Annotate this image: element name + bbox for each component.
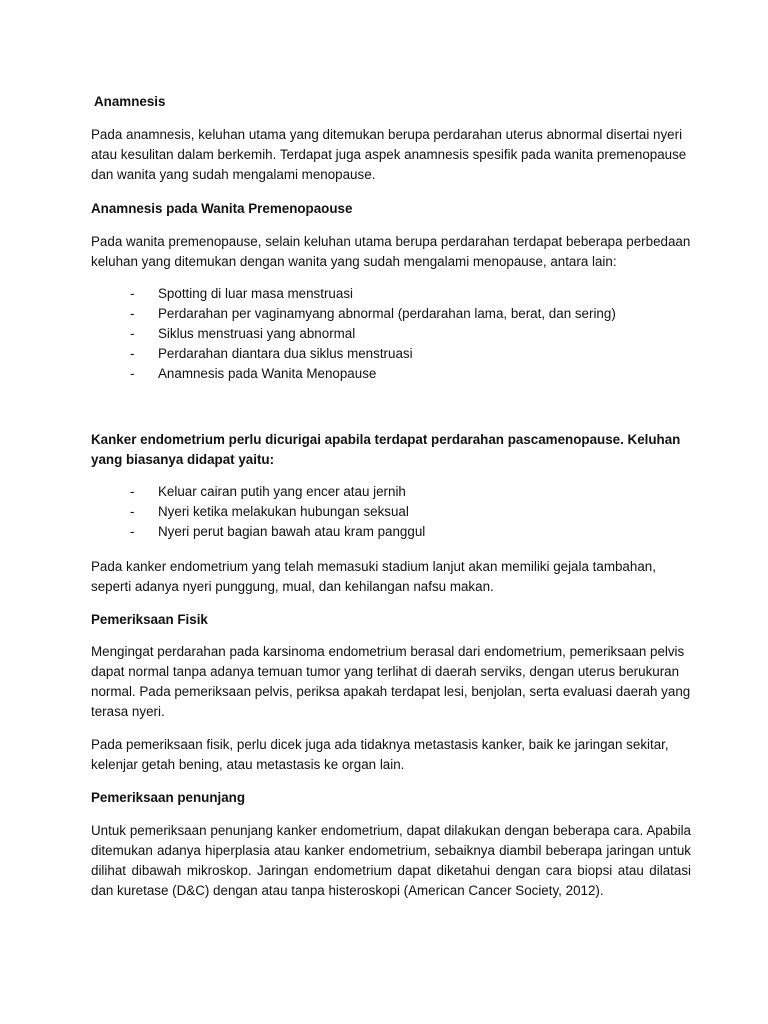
dash-marker: - [130, 504, 135, 519]
heading-pemeriksaan-penunjang: Pemeriksaan penunjang [91, 790, 246, 805]
list-item [130, 304, 690, 324]
list-item-text: Perdarahan diantara dua siklus menstruasi [158, 346, 413, 361]
dash-marker: - [130, 306, 135, 321]
list-item-text: Siklus menstruasi yang abnormal [158, 326, 356, 341]
paragraph-advanced-stage: Pada kanker endometrium yang telah memasuki stadium lanjut akan memiliki gejala tambahan, seperti adanya nyeri punggung, mual, dan kehilangan nafsu makan. [91, 559, 656, 594]
paragraph-metastasis: Pada pemeriksaan fisik, perlu dicek juga ada tidaknya metastasis kanker, baik ke jaringan sekitar, kelenjar getah bening, atau metastasis ke organ lain. [91, 737, 669, 772]
list-premenopause-symptoms [130, 284, 690, 384]
list-item [130, 344, 690, 364]
heading-pemeriksaan-fisik: Pemeriksaan Fisik [91, 612, 208, 627]
list-item [130, 522, 690, 542]
list-item [130, 364, 690, 384]
dash-marker: - [130, 524, 135, 539]
paragraph-premenopause: Pada wanita premenopause, selain keluhan utama berupa perdarahan terdapat beberapa perbedaan keluhan yang ditemukan dengan wanita yang sudah mengalami menopause, antara lain: [91, 234, 691, 269]
dash-marker: - [130, 484, 135, 499]
paragraph-pelvic-exam: Mengingat perdarahan pada karsinoma endometrium berasal dari endometrium, pemeriksaan pelvis dapat normal tanpa adanya temuan tumor yang terlihat di daerah serviks, dengan uterus berukuran normal. Pada pemeriksaan pelvis, periksa apakah terdapat lesi, benjolan, serta evaluasi daerah yang terasa nyeri. [91, 644, 691, 719]
list-item-text: Spotting di luar masa menstruasi [158, 286, 354, 301]
list-postmenopause-symptoms [130, 482, 690, 542]
paragraph-anamnesis-intro: Pada anamnesis, keluhan utama yang ditemukan berupa perdarahan uterus abnormal disertai nyeri atau kesulitan dalam berkemih. Terdapat juga aspek anamnesis spesifik pada wanita premenopause dan wanita yang sudah mengalami menopause. [91, 127, 687, 182]
list-item-text: Nyeri perut bagian bawah atau kram panggul [158, 524, 426, 539]
dash-marker: - [130, 286, 135, 301]
list-item [130, 482, 690, 502]
list-item-text: Anamnesis pada Wanita Menopause [158, 366, 377, 381]
dash-marker: - [130, 366, 135, 381]
heading-anamnesis: Anamnesis [94, 94, 166, 109]
list-item [130, 502, 690, 522]
list-item [130, 284, 690, 304]
list-item-text: Keluar cairan putih yang encer atau jernih [158, 484, 406, 499]
dash-marker: - [130, 326, 135, 341]
list-item-text: Nyeri ketika melakukan hubungan seksual [158, 504, 409, 519]
dash-marker: - [130, 346, 135, 361]
paragraph-supporting-exam: Untuk pemeriksaan penunjang kanker endometrium, dapat dilakukan dengan beberapa cara. Apabila ditemukan adanya hiperplasia atau kanker endometrium, sebaiknya diambil beberapa jaringan untuk dilihat dibawah mikroskop. Jaringan endometrium dapat diketahui dengan cara biopsi atau dilatasi dan kuretase (D&C) dengan atau tanpa histeroskopi (American Cancer Society, 2012). [91, 823, 691, 898]
list-item-text: Perdarahan per vaginamyang abnormal (perdarahan lama, berat, dan sering) [158, 306, 616, 321]
paragraph-postmenopause-bold: Kanker endometrium perlu dicurigai apabila terdapat perdarahan pascamenopause. Keluhan yang biasanya didapat yaitu: [91, 432, 681, 467]
list-item [130, 324, 690, 344]
heading-premenopause: Anamnesis pada Wanita Premenopaouse [91, 201, 353, 216]
